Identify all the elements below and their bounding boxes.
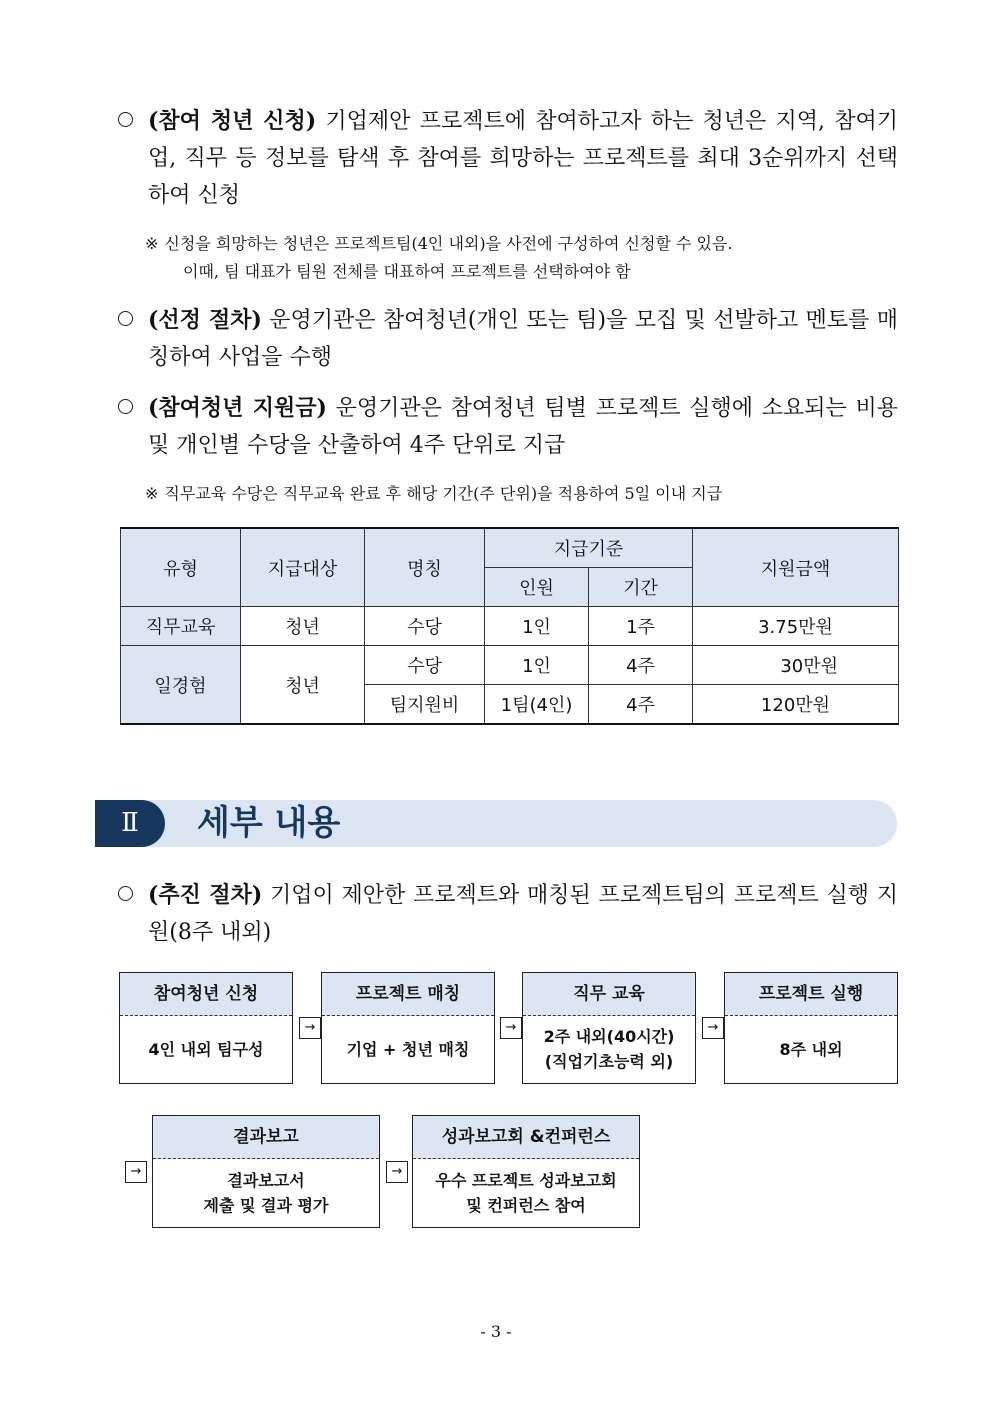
page-number: - 3 -	[480, 1322, 512, 1341]
arrow-right-icon: →	[125, 1161, 147, 1183]
header-criteria: 지급기준	[485, 528, 693, 568]
flow-step-line: (직업기초능력 외)	[544, 1052, 674, 1071]
flow-step-matching	[321, 972, 495, 1084]
flow-step-title: 프로젝트 매칭	[322, 973, 494, 1016]
note-line: 신청을 희망하는 청년은 프로젝트팀(4인 내외)을 사전에 구성하여 신청할 수 있음.	[164, 234, 733, 253]
flow-step-line: 2주 내외(40시간)	[543, 1027, 675, 1046]
cell-people: 1인	[485, 646, 589, 685]
payment-table	[120, 527, 899, 725]
cell-target: 청년	[241, 646, 365, 725]
flow-step-training	[522, 972, 696, 1084]
flow-step-line: 4인 내외 팀구성	[148, 1039, 264, 1059]
section-title: 세부 내용	[197, 803, 341, 843]
cell-target: 청년	[241, 607, 365, 646]
header-type: 유형	[121, 528, 241, 607]
cell-amount: 120만원	[693, 685, 899, 725]
flow-step-title: 결과보고	[153, 1116, 379, 1159]
circle-bullet-icon	[118, 112, 133, 127]
section-header	[95, 800, 897, 847]
cell-name: 팀지원비	[365, 685, 485, 725]
flow-step-report	[152, 1115, 380, 1228]
bullet-heading: (선정 절차)	[148, 307, 262, 333]
bullet-selection-procedure	[118, 302, 898, 376]
flow-step-line: 및 컨퍼런스 참여	[466, 1195, 586, 1215]
bullet-heading: (참여청년 지원금)	[148, 395, 327, 421]
flow-step-line: 결과보고서	[227, 1170, 305, 1190]
cell-name: 수당	[365, 607, 485, 646]
cell-type: 일경험	[121, 646, 241, 725]
bullet-heading: (참여 청년 신청)	[148, 108, 317, 134]
cell-name: 수당	[365, 646, 485, 685]
table-row	[121, 607, 899, 646]
bullet-process	[118, 877, 898, 951]
header-period: 기간	[589, 568, 693, 607]
circle-bullet-icon	[118, 886, 133, 901]
bullet-youth-allowance	[118, 390, 898, 464]
header-people: 인원	[485, 568, 589, 607]
flow-step-line: 제출 및 결과 평가	[203, 1195, 329, 1215]
header-name: 명칭	[365, 528, 485, 607]
flow-step-title: 성과보고회 &컨퍼런스	[413, 1116, 639, 1159]
cell-period: 4주	[589, 646, 693, 685]
note-line: 이때, 팀 대표가 팀원 전체를 대표하여 프로젝트를 선택하여야 함	[183, 262, 631, 281]
bullet-heading: (추진 절차)	[148, 882, 263, 908]
cell-people: 1인	[485, 607, 589, 646]
note-mark: ※	[145, 484, 159, 503]
flow-step-title: 프로젝트 실행	[725, 973, 897, 1016]
flow-step-title: 참여청년 신청	[120, 973, 292, 1016]
cell-type: 직무교육	[121, 607, 241, 646]
note-allowance-payment	[145, 480, 900, 508]
header-amount: 지원금액	[693, 528, 899, 607]
header-target: 지급대상	[241, 528, 365, 607]
note-team-application	[145, 230, 900, 286]
flow-step-conference	[412, 1115, 640, 1228]
note-line: 직무교육 수당은 직무교육 완료 후 해당 기간(주 단위)을 적용하여 5일 이내 지급	[164, 484, 723, 503]
bullet-body: 기업제안 프로젝트에 참여하고자 하는 청년은 지역, 참여기업, 직무 등 정보를 탐색 후 참여를 희망하는 프로젝트를 최대 3순위까지 선택하여 신청	[148, 109, 898, 208]
table-row	[121, 646, 899, 685]
flow-step-line: 기업 + 청년 매칭	[346, 1039, 470, 1059]
cell-amount: 3.75만원	[693, 607, 899, 646]
flow-step-title: 직무 교육	[523, 973, 695, 1016]
flow-step-application	[119, 972, 293, 1084]
flow-step-line: 우수 프로젝트 성과보고회	[435, 1170, 617, 1190]
arrow-right-icon: →	[500, 1017, 522, 1039]
arrow-right-icon: →	[386, 1161, 408, 1183]
bullet-body: 운영기관은 참여청년(개인 또는 팀)을 모집 및 선발하고 멘토를 매칭하여 사업을 수행	[148, 308, 898, 370]
cell-people: 1팀(4인)	[485, 685, 589, 725]
bullet-youth-application	[118, 103, 898, 214]
circle-bullet-icon	[118, 399, 133, 414]
section-number: Ⅱ	[95, 800, 165, 847]
cell-period: 4주	[589, 685, 693, 725]
flow-step-line: 8주 내외	[779, 1039, 843, 1059]
arrow-right-icon: →	[299, 1017, 321, 1039]
arrow-right-icon: →	[702, 1017, 724, 1039]
cell-amount: 30만원	[693, 646, 899, 685]
cell-period: 1주	[589, 607, 693, 646]
circle-bullet-icon	[118, 311, 133, 326]
flow-step-execution	[724, 972, 898, 1084]
bullet-body: 운영기관은 참여청년 팀별 프로젝트 실행에 소요되는 비용 및 개인별 수당을 산출하여 4주 단위로 지급	[148, 396, 898, 458]
bullet-body: 기업이 제안한 프로젝트와 매칭된 프로젝트팀의 프로젝트 실행 지원(8주 내외)	[148, 883, 898, 945]
note-mark: ※	[145, 234, 159, 253]
